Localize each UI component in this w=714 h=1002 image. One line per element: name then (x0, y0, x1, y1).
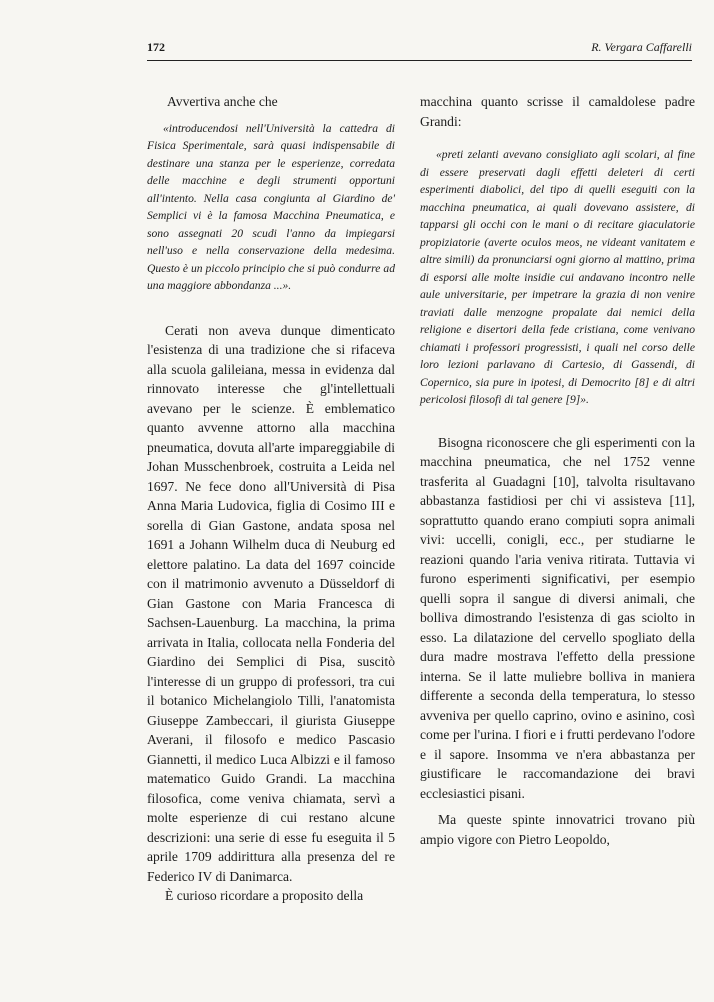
left-paragraph-continued: È curioso ricordare a proposito della (165, 888, 364, 903)
left-paragraph: Cerati non aveva dunque dimenticato l'esistenza di una tradizione che si rifaceva alla scuola galileiana, messa in evidenza dal rinnovato interesse che gl'intellettuali avevano per le scienze. È emblematico quanto avvenne attorno alla macchina pneumatica, dovuta all'arte impareggiabile di Johan Musschenbroek, costruita a Leida nel 1697. Ne fece dono all'Università di Pisa Anna Maria Ludovica, figlia di Cosimo III e sorella di Gian Gastone, andata sposa nel 1691 a Johann Wilhelm duca di Neuburg ed elettore palatino. La data del 1697 coincide con il matrimonio avvenuto a Düsseldorf di Gian Gastone con Maria Francesca di Sachsen-Lauenburg. La macchina, la prima arrivata in Italia, collocata nella Fonderia del Giardino dei Semplici di Pisa, suscitò l'interesse di un gruppo di professori, tra cui il botanico Michelangiolo Tilli, l'anatomista Giuseppe Zambeccari, il giurista Giuseppe Averani, il filosofo e medico Pascasio Giannetti, il medico Luca Albizzi e il famoso matematico Guido Grandi. La macchina filosofica, come veniva chiamata, servì a molte esperienze di cui restano alcune descrizioni: una serie di esse fu eseguita il 5 aprile 1709 addirittura alla presenza del re Federico IV di Danimarca. (147, 322, 395, 884)
page-number: 172 (147, 40, 165, 54)
right-block-quote: «preti zelanti avevano consigliato agli scolari, al fine di essere preservati dagli effetti deleteri di certi esperimenti diabolici, del tipo di quelli eseguiti con la macchina pneumatica, ai quali dovevano assistere, di tapparsi gli occhi con le mani o di recitare giaculatorie propiziatorie (averte oculos meos, ne videant vanitatem e altre simili) da pronunciarsi ogni giorno al mattino, prima di esporsi alle molte insidie cui andavano incontro nelle aule universitarie, per impetrare la grazia di non venire traviati dalle menzogne propalate dai nemici della religione e disertori della fede cristiana, come venivano chiamati i professori progressisti, i quali nel corso delle loro lezioni parlavano di Cartesio, di Gassendi, di Copernico, sia pure in ipotesi, di Democrito [8] e di altri pericolosi filosofi di tal genere [9]». (420, 148, 695, 406)
left-lead-text: Avvertiva anche che (167, 94, 278, 109)
page-header (147, 40, 692, 58)
left-column (147, 92, 395, 906)
right-column (420, 92, 695, 849)
header-rule (147, 60, 692, 61)
left-block-quote: «introducendosi nell'Università la cattedra di Fisica Sperimentale, sarà quasi indispensabile di destinare una stanza per le esperienze, corredata delle macchine e degli strumenti opportuni all'intento. Nella casa congiunta al Giardino de' Semplici vi è la famosa Macchina Pneumatica, e sono assegnati 20 scudi l'anno da impiegarsi nell'uso e nella conservazione della medesima. Questo è un piccolo principio che si può condurre ad una maggiore abbondanza ...». (147, 121, 395, 292)
right-paragraph: Bisogna riconoscere che gli esperimenti con la macchina pneumatica, che nel 1752 venne trasferita al Guadagni [10], talvolta risultavano abbastanza fastidiosi per chi vi assisteva [11], soprattutto quando erano compiuti sopra animali vivi: uccelli, conigli, ecc., per studiarne le reazioni quando l'aria veniva ritirata. Tuttavia vi furono esperimenti significativi, per esempio quelli sopra il sangue di diversi animali, che bolliva dimostrando l'esistenza di gas sciolto in esso. La dilatazione del cervello spogliato della dura madre mostrava l'effetto della pressione interna. Se il latte muliebre bolliva in maniera differente a seconda della temperatura, lo stesso avveniva per quello caprino, ovino e asinino, così come per l'urina. I fiori e i frutti perdevano l'odore e il sapore. Insomma ve n'era abbastanza per giustificare le raccomandazione dei bravi ecclesiastici pisani. (420, 434, 695, 801)
right-lead-text: macchina quanto scrisse il camaldolese padre Grandi: (420, 94, 695, 129)
running-head: R. Vergara Caffarelli (591, 40, 692, 54)
right-paragraph-continued: Ma queste spinte innovatrici trovano più ampio vigore con Pietro Leopoldo, (420, 812, 695, 847)
